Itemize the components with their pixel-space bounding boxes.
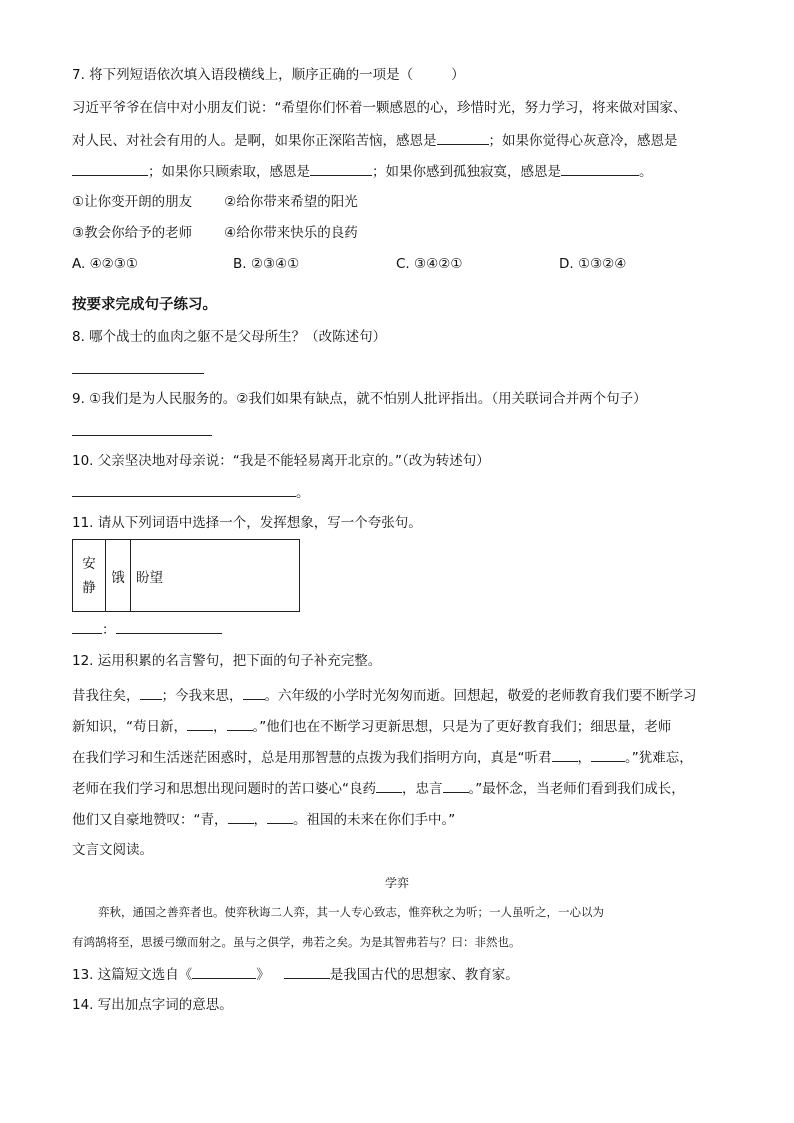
classical-line-1: 弈秋，通国之善弈者也。使弈秋诲二人弈，其一人专心致志，惟弈秋之为听；一人虽听之，一心以为 xyxy=(98,905,604,919)
section-heading: 按要求完成句子练习。 xyxy=(72,297,217,313)
q12-line-3: 在我们学习和生活迷茫困惑时，总是用那智慧的点拨为我们指明方向，真是“听君 ， 。”犹难忘， xyxy=(72,750,693,766)
answer-blank[interactable] xyxy=(552,748,578,762)
answer-blank[interactable] xyxy=(227,717,253,731)
answer-blank[interactable] xyxy=(376,779,402,793)
q12-stem: 12. 运用积累的名言警句，把下面的句子补充完整。 xyxy=(72,653,382,669)
word-cell-quiet[interactable]: 安 静 xyxy=(73,540,106,612)
q7-stem: 7. 将下列短语依次填入语段横线上，顺序正确的一项是（ ） xyxy=(72,67,465,83)
q8-stem: 8. 哪个战士的血肉之躯不是父母所生？（改陈述句） xyxy=(72,329,387,345)
answer-blank[interactable] xyxy=(72,162,148,176)
answer-blank[interactable] xyxy=(228,810,254,824)
answer-blank[interactable] xyxy=(267,810,293,824)
q7-phrases-row-1: ①让你变开朗的朋友 ②给你带来希望的阳光 xyxy=(72,194,358,210)
answer-blank[interactable] xyxy=(443,779,469,793)
q11-stem: 11. 请从下列词语中选择一个，发挥想象，写一个夸张句。 xyxy=(72,515,422,531)
q12-line-1: 昔我往矣， ；今我来思， 。六年级的小学时光匆匆而逝。回想起，敬爱的老师教育我们要不断学习 xyxy=(72,688,697,704)
q11-word-table xyxy=(72,539,300,612)
classical-line-2: 有鸿鹄将至，思援弓缴而射之。虽与之俱学，弗若之矣。为是其智弗若与？曰：非然也。 xyxy=(72,935,521,949)
q7-passage-line-2: 对人民、对社会有用的人。是啊，如果你正深陷苦恼，感恩是 ；如果你觉得心灰意冷，感恩是 xyxy=(72,133,678,149)
answer-blank[interactable] xyxy=(437,131,489,145)
q7-option-a[interactable]: A. ④②③① xyxy=(72,256,138,272)
answer-blank[interactable] xyxy=(140,686,162,700)
answer-blank[interactable] xyxy=(310,162,372,176)
q11-sentence-blank[interactable] xyxy=(116,620,222,634)
q7-option-c[interactable]: C. ③④②① xyxy=(396,256,463,272)
q7-option-d[interactable]: D. ①③②④ xyxy=(559,256,627,272)
q13-book-blank[interactable] xyxy=(192,965,256,979)
q10-answer-row: 。 xyxy=(72,483,310,502)
answer-blank[interactable] xyxy=(591,748,625,762)
q12-line-4: 老师在我们学习和思想出现问题时的苦口婆心“良药 ，忠言 。”最怀念，当老师们看到我们成长， xyxy=(72,781,685,797)
q10-stem: 10. 父亲坚决地对母亲说：“我是不能轻易离开北京的。”（改为转述句） xyxy=(72,453,490,469)
q7-passage-line-1: 习近平爷爷在信中对小朋友们说：“希望你们怀着一颗感恩的心，珍惜时光，努力学习，将来做对国家、 xyxy=(72,100,687,116)
answer-blank[interactable] xyxy=(561,162,639,176)
answer-blank[interactable] xyxy=(187,717,213,731)
q9-stem: 9. ①我们是为人民服务的。②我们如果有缺点，就不怕别人批评指出。（用关联词合并两个句子） xyxy=(72,391,647,407)
q7-option-b[interactable]: B. ②③④① xyxy=(233,256,300,272)
q13-author-blank[interactable] xyxy=(284,965,330,979)
q12-line-2: 新知识，“苟日新， ， 。”他们也在不断学习更新思想，只是为了更好教育我们；细思量，老师 xyxy=(72,719,672,735)
answer-blank[interactable] xyxy=(243,686,265,700)
q14-stem: 14. 写出加点字词的意思。 xyxy=(72,997,233,1013)
q11-answer-row: ： xyxy=(72,620,222,639)
q7-passage-line-3: ；如果你只顾索取，感恩是 ；如果你感到孤独寂寞，感恩是 。 xyxy=(72,162,653,181)
q10-answer-line[interactable] xyxy=(72,483,296,497)
word-cell-hungry[interactable]: 饿 xyxy=(106,540,131,612)
q9-answer-line[interactable] xyxy=(72,435,212,436)
q7-phrases-row-2: ③教会你给予的老师 ④给你带来快乐的良药 xyxy=(72,225,358,241)
word-cell-longing[interactable]: 盼望 xyxy=(131,540,300,612)
q12-line-5: 他们又自豪地赞叹：“青， ， 。祖国的未来在你们手中。” xyxy=(72,812,456,828)
classical-heading: 文言文阅读。 xyxy=(72,842,153,858)
q8-answer-line[interactable] xyxy=(72,373,204,374)
q11-word-blank[interactable] xyxy=(72,620,102,634)
q13-stem: 13. 这篇短文选自《 》 是我国古代的思想家、教育家。 xyxy=(72,967,519,983)
classical-title: 学弈 xyxy=(384,876,409,890)
